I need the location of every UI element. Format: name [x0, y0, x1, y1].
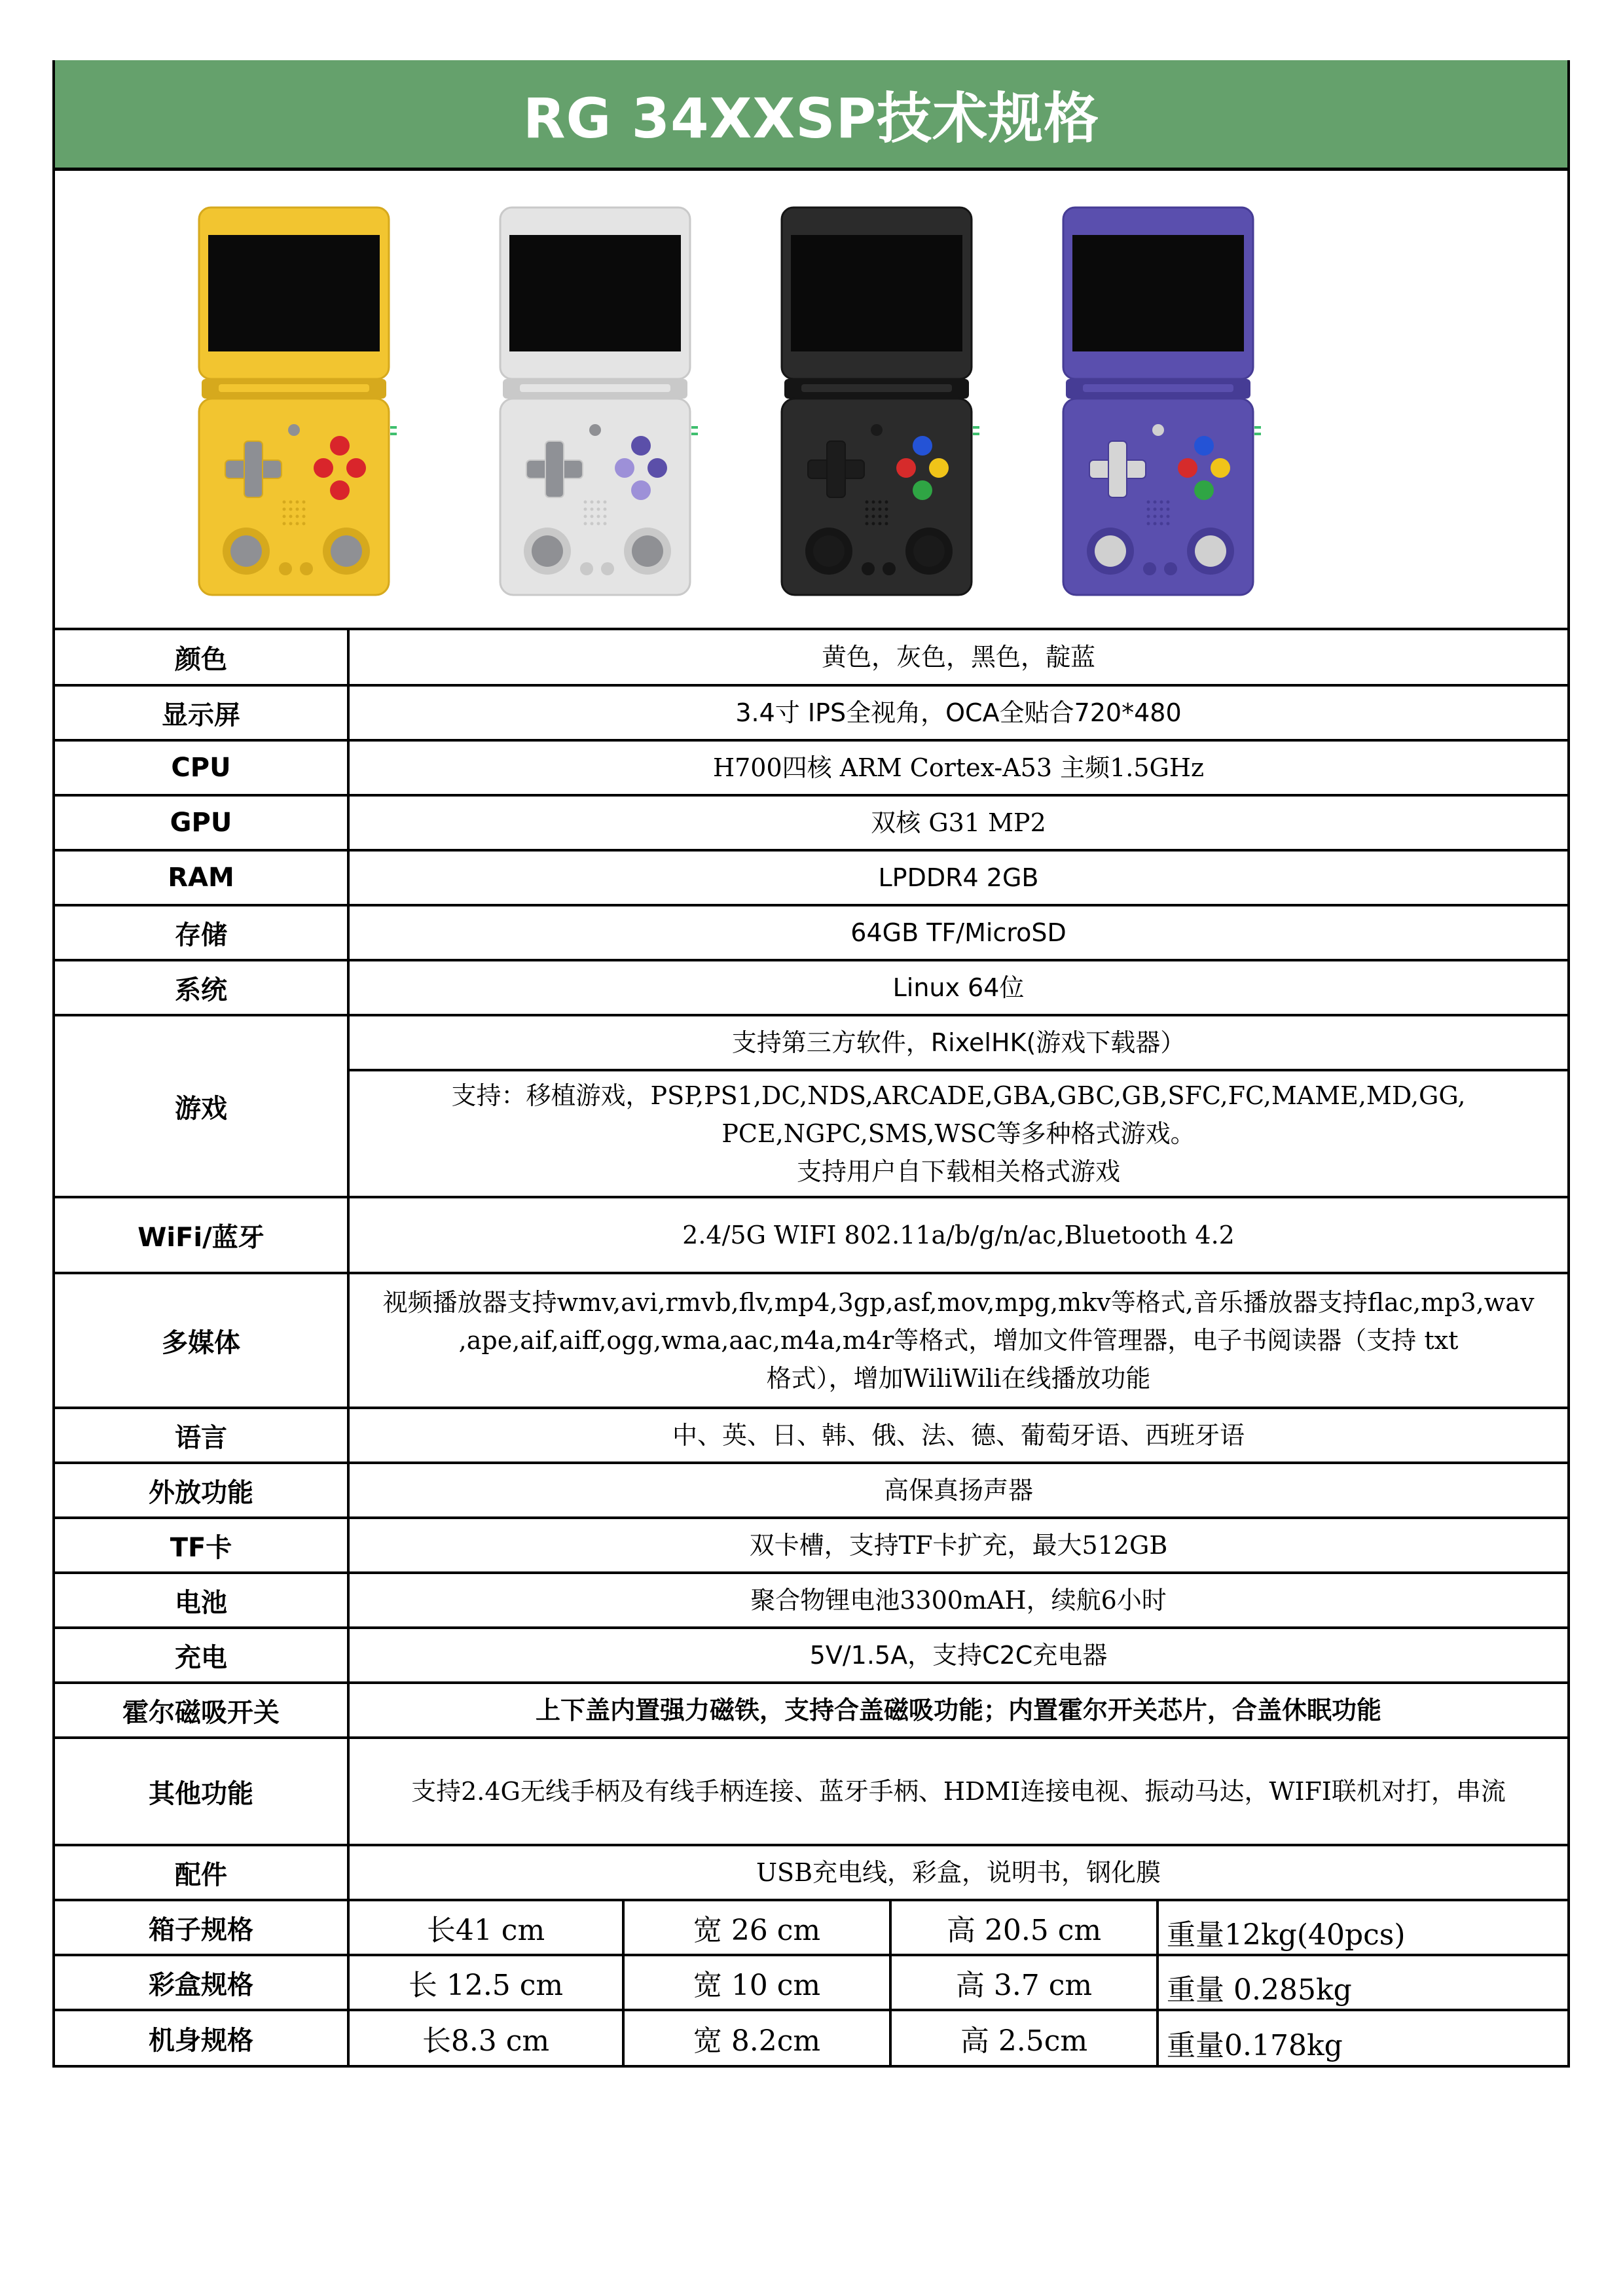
spec-value [348, 1738, 1567, 1845]
spec-label: 机身规格 [55, 2010, 348, 2065]
spec-label: 外放功能 [55, 1463, 348, 1518]
spec-value-line: 视频播放器支持wmv,avi,rmvb,flv,mp4,3gp,asf,mov,mpg,mkv等格式,音乐播放器支持flac,mp3,wav [382, 1288, 1535, 1317]
spec-row [55, 850, 1567, 905]
spec-row [55, 740, 1567, 795]
device-gray [500, 207, 698, 595]
spec-value [348, 1683, 1567, 1738]
spec-label: 其他功能 [55, 1738, 348, 1845]
spec-label: 充电 [55, 1628, 348, 1683]
spec-value [348, 685, 1567, 740]
spec-value-line: Linux 64位 [892, 973, 1025, 1002]
spec-row [55, 1628, 1567, 1683]
dimension-row [55, 1900, 1567, 1955]
dimension-width: 宽 10 cm [623, 1955, 890, 2010]
spec-row [55, 630, 1567, 685]
spec-value-line: H700四核 ARM Cortex-A53 主频1.5GHz [712, 753, 1205, 782]
page-title: RG 34XXSP技术规格 [52, 60, 1570, 168]
spec-value [348, 795, 1567, 850]
spec-value [348, 1408, 1567, 1463]
product-images [55, 171, 1567, 628]
dimension-length: 长8.3 cm [348, 2010, 623, 2065]
spec-label: 语言 [55, 1408, 348, 1463]
dimension-row [55, 2010, 1567, 2065]
spec-value-line: 2.4/5G WIFI 802.11a/b/g/n/ac,Bluetooth 4.2 [682, 1221, 1235, 1249]
spec-value-line: ,ape,aif,aiff,ogg,wma,aac,m4a,m4r等格式，增加文件管理器，电子书阅读器（支持 txt [458, 1326, 1459, 1355]
spec-value [348, 1628, 1567, 1683]
spec-row-games [55, 1015, 1567, 1070]
spec-row [55, 1845, 1567, 1900]
spec-value-line: 支持用户自下载相关格式游戏 [797, 1157, 1121, 1186]
spec-row [55, 1573, 1567, 1628]
dimension-length: 长 12.5 cm [348, 1955, 623, 2010]
spec-frame [52, 168, 1570, 2068]
spec-value-line: 支持：移植游戏，PSP,PS1,DC,NDS,ARCADE,GBA,GBC,GB,SFC,FC,MAME,MD,GG, [451, 1081, 1466, 1110]
spec-value-line: 聚合物锂电池3300mAH，续航6小时 [750, 1586, 1167, 1615]
spec-sheet [52, 60, 1570, 2068]
dimension-weight: 重量12kg(40pcs) [1158, 1900, 1567, 1955]
dimension-length: 长41 cm [348, 1900, 623, 1955]
spec-row [55, 1518, 1567, 1573]
spec-row [55, 960, 1567, 1015]
spec-value [348, 1573, 1567, 1628]
spec-label: 存储 [55, 905, 348, 960]
spec-row [55, 1683, 1567, 1738]
spec-value-line: 3.4寸 IPS全视角，OCA全贴合720*480 [735, 698, 1182, 727]
spec-value [348, 1845, 1567, 1900]
spec-row [55, 1738, 1567, 1845]
spec-value-line: 格式），增加WiliWili在线播放功能 [766, 1364, 1151, 1393]
dimension-weight: 重量 0.285kg [1158, 1955, 1567, 2010]
spec-value-line: 黄色，灰色，黑色，靛蓝 [822, 643, 1096, 672]
spec-value-line: 支持2.4G无线手柄及有线手柄连接、蓝牙手柄、HDMI连接电视、振动马达，WIFI联机对打，串流 [411, 1777, 1506, 1806]
dimension-width: 宽 8.2cm [623, 2010, 890, 2065]
spec-label: 游戏 [55, 1015, 348, 1197]
spec-value-line: PCE,NGPC,SMS,WSC等多种格式游戏。 [721, 1119, 1195, 1148]
dimension-weight: 重量0.178kg [1158, 2010, 1567, 2065]
spec-label: 箱子规格 [55, 1900, 348, 1955]
spec-label: 显示屏 [55, 685, 348, 740]
spec-label: 颜色 [55, 630, 348, 685]
spec-value: 支持第三方软件，RixelHK(游戏下载器） [348, 1015, 1567, 1070]
device-indigo [1063, 207, 1261, 595]
spec-value [348, 905, 1567, 960]
spec-value-line: 双卡槽，支持TF卡扩充，最大512GB [749, 1531, 1168, 1560]
spec-value-line: 上下盖内置强力磁铁，支持合盖磁吸功能；内置霍尔开关芯片，合盖休眠功能 [536, 1696, 1382, 1725]
spec-value [348, 1463, 1567, 1518]
spec-value-line: 64GB TF/MicroSD [850, 918, 1067, 947]
spec-label: 多媒体 [55, 1273, 348, 1408]
spec-label: GPU [55, 795, 348, 850]
product-photo-row [55, 171, 1567, 630]
spec-label: CPU [55, 740, 348, 795]
spec-label: 彩盒规格 [55, 1955, 348, 2010]
spec-row [55, 685, 1567, 740]
spec-value-line: 高保真扬声器 [884, 1476, 1034, 1505]
dimension-height: 高 3.7 cm [890, 1955, 1158, 2010]
spec-row [55, 905, 1567, 960]
spec-label: 配件 [55, 1845, 348, 1900]
spec-value-line: USB充电线，彩盒，说明书，钢化膜 [756, 1858, 1161, 1887]
spec-value-line: LPDDR4 2GB [878, 863, 1039, 892]
dimension-row [55, 1955, 1567, 2010]
spec-value [348, 1197, 1567, 1273]
spec-label: TF卡 [55, 1518, 348, 1573]
spec-value [348, 960, 1567, 1015]
spec-row [55, 1197, 1567, 1273]
spec-value [348, 1273, 1567, 1408]
spec-value [348, 1518, 1567, 1573]
spec-row [55, 795, 1567, 850]
spec-value [348, 630, 1567, 685]
spec-table [55, 630, 1567, 2065]
spec-value-line: 中、英、日、韩、俄、法、德、葡萄牙语、西班牙语 [672, 1421, 1245, 1450]
spec-label: RAM [55, 850, 348, 905]
dimension-height: 高 2.5cm [890, 2010, 1158, 2065]
spec-row [55, 1273, 1567, 1408]
spec-label: 系统 [55, 960, 348, 1015]
spec-label: 霍尔磁吸开关 [55, 1683, 348, 1738]
dimension-width: 宽 26 cm [623, 1900, 890, 1955]
device-yellow [199, 207, 397, 595]
spec-value [348, 850, 1567, 905]
spec-label: WiFi/蓝牙 [55, 1197, 348, 1273]
spec-value [348, 740, 1567, 795]
spec-label: 电池 [55, 1573, 348, 1628]
device-black [782, 207, 979, 595]
spec-value [348, 1070, 1567, 1197]
spec-value-line: 双核 G31 MP2 [871, 808, 1046, 837]
spec-row [55, 1463, 1567, 1518]
spec-value-line: 5V/1.5A，支持C2C充电器 [809, 1641, 1108, 1670]
spec-row [55, 1408, 1567, 1463]
dimension-height: 高 20.5 cm [890, 1900, 1158, 1955]
